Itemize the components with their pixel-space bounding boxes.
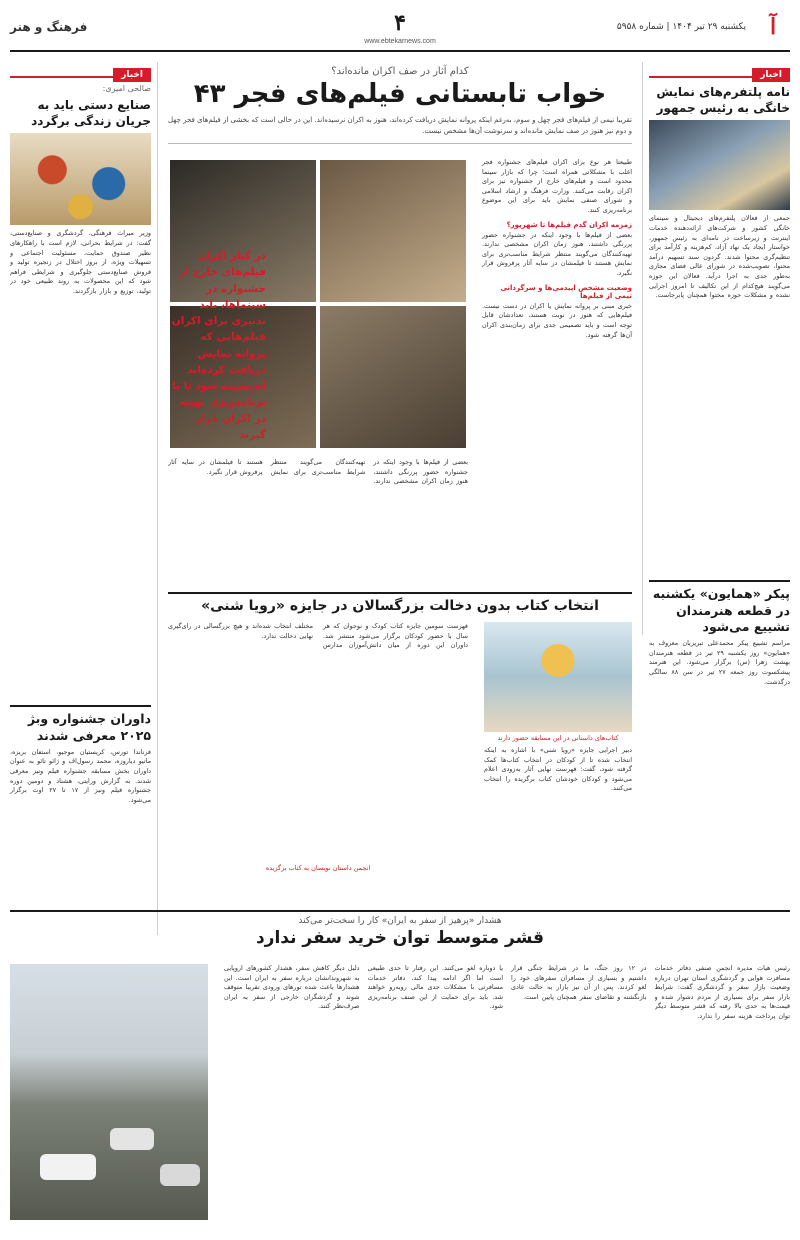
travel-story <box>10 910 790 1228</box>
platforms-letter-headline[interactable]: نامه پلتفرم‌های نمایش خانگی به رئیس جمهور <box>656 85 790 116</box>
road-traffic-photo <box>10 964 208 1220</box>
book-prize-caption-2: انجمن داستان نویسان به کتاب برگزیده <box>265 864 371 872</box>
main-story-title[interactable]: خواب تابستانی فیلم‌های فجر ۴۳ <box>193 79 607 109</box>
left-news-column <box>10 62 158 935</box>
newspaper-logo: آ <box>769 14 777 40</box>
film-still-2 <box>318 158 468 304</box>
platforms-letter-body: جمعی از فعالان پلتفرم‌های دیجیتال و سینمای خانگی کشور و شرکت‌های ارائه‌دهنده خدمات اینترنت و زیرساخت در نامه‌ای به رئیس جمهور، خواستار ایجاد یک نهاد آزاد، کم‌هزینه و کارآمد برای تنظیم‌گری محتوا شدند. گردون سند تسهیم درآمد محتوا، تصویب‌شده در شورای عالی فضای مجازی به‌طور جدی به اجرا درآید. فعالان این حوزه می‌گویند هیچ‌کدام از این تکالیف تا امروز اجرایی نشده و مشکلات حوزه محتوا همچنان پابرجاست. <box>649 214 790 300</box>
travel-story-body-2: در ۱۲ روز جنگ، ما در شرایط جنگی قرار داشتیم و بسیاری از مسافران سفرهای خود را لغو کردند. پس از آن نیز بازار به حالت عادی بازنگشته و تقاضای سفر همچنان پایین است. <box>511 964 647 1001</box>
venice-jury-body: فرناندا تورس، کریستیان موجیو، استفان بریزه، ماتیو دیاروزه، محمد رسول‌اف و ژائو تائو به عنوان داوران بخش مسابقه جشنواره فیلم ونیز معرفی شدند. به گزارش ورایتی، هشتاد و دومین دوره جشنواره فیلم ونیز از ۱۷ تا ۲۷ اوت برگزار می‌شود. <box>10 747 151 804</box>
main-story-continuation: بعضی از فیلم‌ها با وجود اینکه در جشنواره حضور پررنگی داشتند، هنوز زمان اکران مشخصی ندارند. تهیه‌کنندگان می‌گویند منتظر شرایط مناسب‌تری برای نمایش هستند تا فیلمشان در سایه آثار پرفروش قرار نگیرد. <box>168 458 468 486</box>
book-prize-title[interactable]: انتخاب کتاب بدون دخالت بزرگسالان در جایزه «رویا شنی» <box>201 598 599 614</box>
masthead <box>10 8 790 52</box>
car-shape <box>160 1164 200 1186</box>
news-tag-bar <box>649 62 790 78</box>
section-name: فرهنگ و هنر <box>10 20 88 34</box>
page-number: ۴ <box>394 10 406 36</box>
book-prize-story <box>168 592 632 904</box>
main-story-body-3: خبری مبنی بر پروانه نمایش یا اکران در دست نیست. فیلم‌هایی که هنوز در نوبت هستند، تعدادشان قابل توجه است و باید تصمیمی جدی برای زمان‌بندی اکران آن‌ها گرفته شود. <box>482 301 632 339</box>
issue-date: یکشنبه ۲۹ تیر ۱۴۰۴ | شماره ۵۹۵۸ <box>616 22 746 32</box>
main-story-kicker: کدام آثار در صف اکران مانده‌اند؟ <box>331 66 469 77</box>
travel-story-title[interactable]: قشر متوسط توان خرید سفر ندارد <box>255 928 545 948</box>
book-prize-body-2: فهرست سومین جایزه کتاب کودک و نوجوان که هر سال با حضور کودکان برگزار می‌شود منتشر شد. داوران این دوره از میان دانش‌آموزان مدارس مختلف انتخاب شده‌اند و هیچ بزرگسالی در رای‌گیری نهایی دخالت ندارد. <box>168 622 468 650</box>
streaming-platforms-photo <box>649 120 790 210</box>
main-story-body-1: طبیعتا هر نوع برای اکران فیلم‌های جشنواره فجر اغلب با مشکلاتی همراه است؛ چرا که بازار سینما محدود است و فیلم‌های خارج از جشنواره نیز برای اکران رقابت می‌کنند. وزارت فرهنگ و ارشاد اسلامی و شورای صنفی نمایش باید برای این موضوع برنامه‌ریزی کنند. <box>482 158 632 215</box>
handicrafts-body: وزیر میراث فرهنگی، گردشگری و صنایع‌دستی، گفت: در شرایط بحرانی، لازم است با راهکارهای نظیر صندوق حمایت، مسئولیت اجتماعی و تسهیلات ویژه، از بروز اختلال در زنجیره تولید و فروش صنایع‌دستی جلوگیری و شرایطی فراهم شود که این محصولات به روند طبیعی خود در تولید، توزیع و بازار بازگردند. <box>10 229 151 296</box>
venice-jury-headline[interactable]: داوران جشنواره وبژ ۲۰۲۵ معرفی شدند <box>10 705 151 744</box>
news-tag: اخبار <box>752 68 790 82</box>
homayoun-funeral-body: مراسم تشییع پیکر محمدعلی تبریزیان معروف به «همایون» روز یکشنبه ۲۹ تیر در قطعه هنرمندان بهشت زهرا (س) برگزار می‌شود. این هنرمند پیشکسوت روز جمعه ۲۷ تیر در سن ۸۸ سالگی درگذشت. <box>649 639 790 686</box>
child-reading-photo <box>484 622 632 732</box>
child-photo-caption: کتاب‌های داستانی در این مسابقه حضور دارند <box>497 734 619 742</box>
website-url[interactable]: www.ebtekarnews.com <box>364 38 436 45</box>
right-news-column <box>642 62 790 686</box>
handicrafts-photo <box>10 133 151 225</box>
quote-speaker: صالحی امیری: <box>102 84 151 93</box>
main-story-body-2: بعضی از فیلم‌ها با وجود اینکه در جشنواره حضور پررنگی داشتند، هنوز زمان اکران مشخصی ندارند. تهیه‌کنندگان می‌گویند منتظر شرایط مناسب‌تری برای نمایش هستند تا فیلمشان در سایه آثار پرفروش قرار نگیرد. <box>482 230 632 278</box>
main-story-pullquote: در کنار اکران فیلم‌های خارج از جشنواره در سینماها، باید تدبیری برای اکران فیلم‌هایی که پروانه نمایش دریافت کرده‌اند اندیشیده شود تا با برنامه‌ریزی بهینه در اکران قرار گیرند <box>171 250 266 441</box>
news-tag-bar <box>10 62 151 78</box>
travel-story-body-3: یا دوباره لغو می‌کنند. این رفتار تا حدی طبیعی است اما اگر ادامه پیدا کند، دفاتر خدمات مسافرتی با مشکلات جدی مالی روبه‌رو خواهند شد. باید برای حمایت از این صنف برنامه‌ریزی شود. <box>367 964 503 1011</box>
main-story-subhead-1: زمزمه اکران گدم فیلم‌ها تا شهریور؟ <box>506 220 632 229</box>
travel-story-body-4: دلیل دیگر کاهش سفر، هشدار کشورهای اروپایی به شهروندانشان درباره سفر به ایران است. این هشدارها باعث شده تورهای ورودی تقریبا متوقف شوند و گردشگران خارجی از سفر به ایران صرف‌نظر کنند. <box>224 964 360 1011</box>
news-tag: اخبار <box>113 68 151 82</box>
film-still-4 <box>318 304 468 450</box>
car-shape <box>40 1154 96 1180</box>
travel-story-body-1: رئیس هیات مدیره انجمن صنفی دفاتر خدمات مسافرت هوایی و گردشگری استان تهران درباره وضعیت بازار سفر و گردشگری گفت: شرایط بازار سفر برای بسیاری از مردم دشوار شده و قیمت‌ها به حدی بالا رفته که قشر متوسط دیگر توان پرداخت هزینه سفر را ندارد. <box>654 964 790 1021</box>
car-shape <box>110 1128 154 1150</box>
travel-story-kicker: هشدار «پرهیز از سفر به ایران» کار را سخت‌تر می‌کند <box>298 916 502 926</box>
handicrafts-headline[interactable]: صنایع دستی باید به جریان زندگی برگردد <box>31 98 151 129</box>
main-story-lead: تقریبا نیمی از فیلم‌های فجر چهل و سوم، به‌رغم اینکه پروانه نمایش دریافت کرده‌اند، هنوز به اکران نرسیده‌اند. این در حالی است که بخشی از فیلم‌های فجر چهل و دوم نیز هنوز در صف نمایش مانده‌اند و سرنوشت آن‌ها مشخص نیست. <box>168 115 632 144</box>
main-story-subhead-2: وضعیت مشخص اپیدمی‌ها و سرگردانی تیمی از فیلم‌ها <box>500 283 632 300</box>
book-prize-body-1: دبیر اجرایی جایزه «رویا شنی» با اشاره به اینکه انتخاب شده تا از کودکان در انتخاب کتاب‌ها کمک گرفته شود، گفت: فهرست نهایی آثار به‌زودی اعلام می‌شود و کودکان خودشان کتاب برگزیده را انتخاب می‌کنند. <box>484 746 632 793</box>
homayoun-funeral-headline[interactable]: پیکر «همایون» یکشنبه در قطعه هنرمندان تشییع می‌شود <box>649 580 790 635</box>
